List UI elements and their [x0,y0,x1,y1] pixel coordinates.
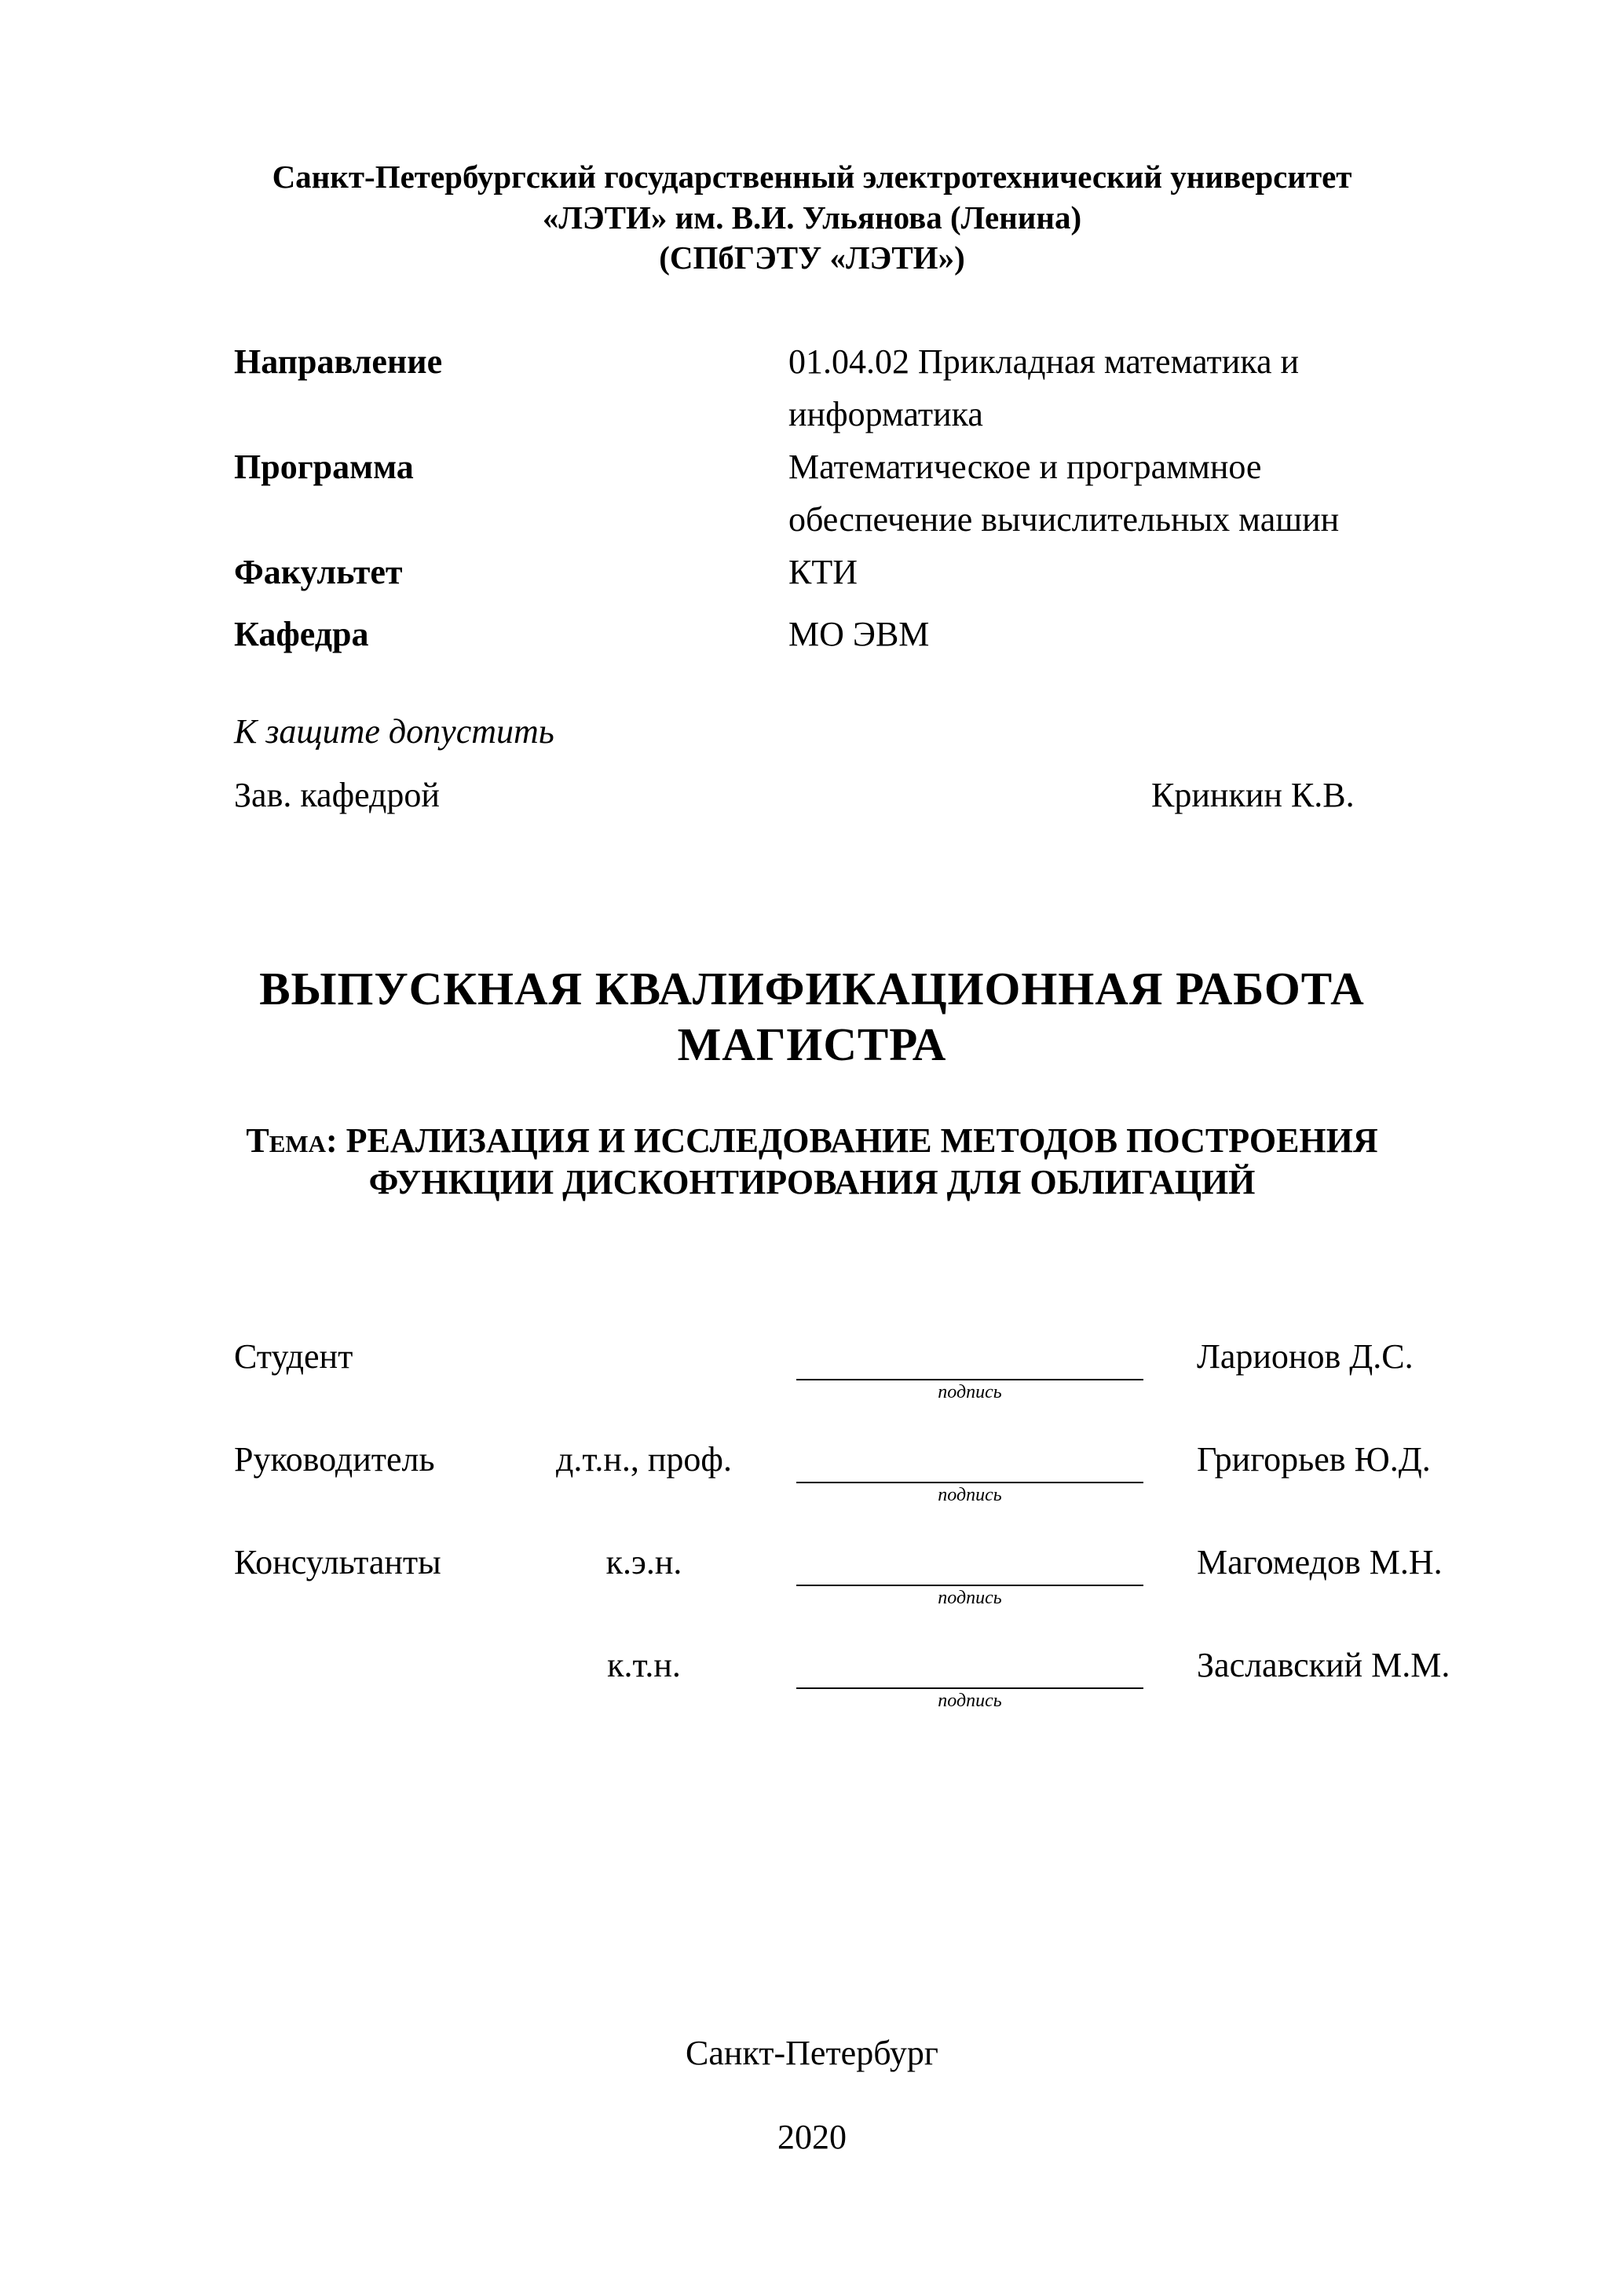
thesis-title-line-1: ВЫПУСКНАЯ КВАЛИФИКАЦИОННАЯ РАБОТА [259,963,1365,1015]
university-name-line-2: «ЛЭТИ» им. В.И. Ульянова (Ленина) [542,199,1082,236]
theme-label: Тема: [246,1121,338,1160]
program-label: Программа [234,448,414,486]
signature-name: Магомедов М.Н. [1197,1543,1443,1581]
signature-role: Студент [234,1337,353,1376]
theme-line-1 [0,1119,1624,1163]
signature-role: Руководитель [234,1440,435,1479]
theme-text-line-1: РЕАЛИЗАЦИЯ И ИССЛЕДОВАНИЕ МЕТОДОВ ПОСТРОЕНИЯ [346,1121,1378,1160]
signature-caption: подпись [938,1588,1002,1608]
theme-text-line-2: ФУНКЦИИ ДИСКОНТИРОВАНИЯ ДЛЯ ОБЛИГАЦИЙ [368,1163,1256,1201]
direction-value-line-1: 01.04.02 Прикладная математика и [788,342,1300,381]
university-abbreviation: (СПбГЭТУ «ЛЭТИ») [659,239,965,276]
city: Санкт-Петербург [686,2034,938,2072]
thesis-title-line-2: МАГИСТРА [677,1018,947,1070]
department-value: МО ЭВМ [788,615,930,653]
admit-to-defense-text: К защите допустить [234,712,554,751]
signature-name: Ларионов Д.С. [1197,1337,1414,1376]
signature-role: Консультанты [234,1543,441,1581]
faculty-label: Факультет [234,553,403,591]
signature-name: Заславский М.М. [1197,1646,1450,1684]
direction-value-line-2: информатика [788,395,983,433]
year: 2020 [777,2118,847,2156]
signature-name: Григорьев Ю.Д. [1197,1440,1431,1479]
signature-caption: подпись [938,1485,1002,1505]
signature-caption: подпись [938,1691,1002,1711]
department-head-role: Зав. кафедрой [234,776,440,814]
program-value-line-1: Математическое и программное [788,448,1262,486]
faculty-value: КТИ [788,553,858,591]
department-head-name: Кринкин К.В. [1151,776,1355,814]
university-name-line-1: Санкт-Петербургский государственный электротехнический университет [272,159,1352,195]
signature-degree: д.т.н., проф. [556,1440,732,1479]
signature-degree: к.э.н. [605,1543,682,1581]
department-label: Кафедра [234,615,369,653]
program-value-line-2: обеспечение вычислительных машин [788,500,1340,539]
signature-degree: к.т.н. [607,1646,681,1684]
direction-label: Направление [234,342,443,381]
signature-caption: подпись [938,1382,1002,1402]
